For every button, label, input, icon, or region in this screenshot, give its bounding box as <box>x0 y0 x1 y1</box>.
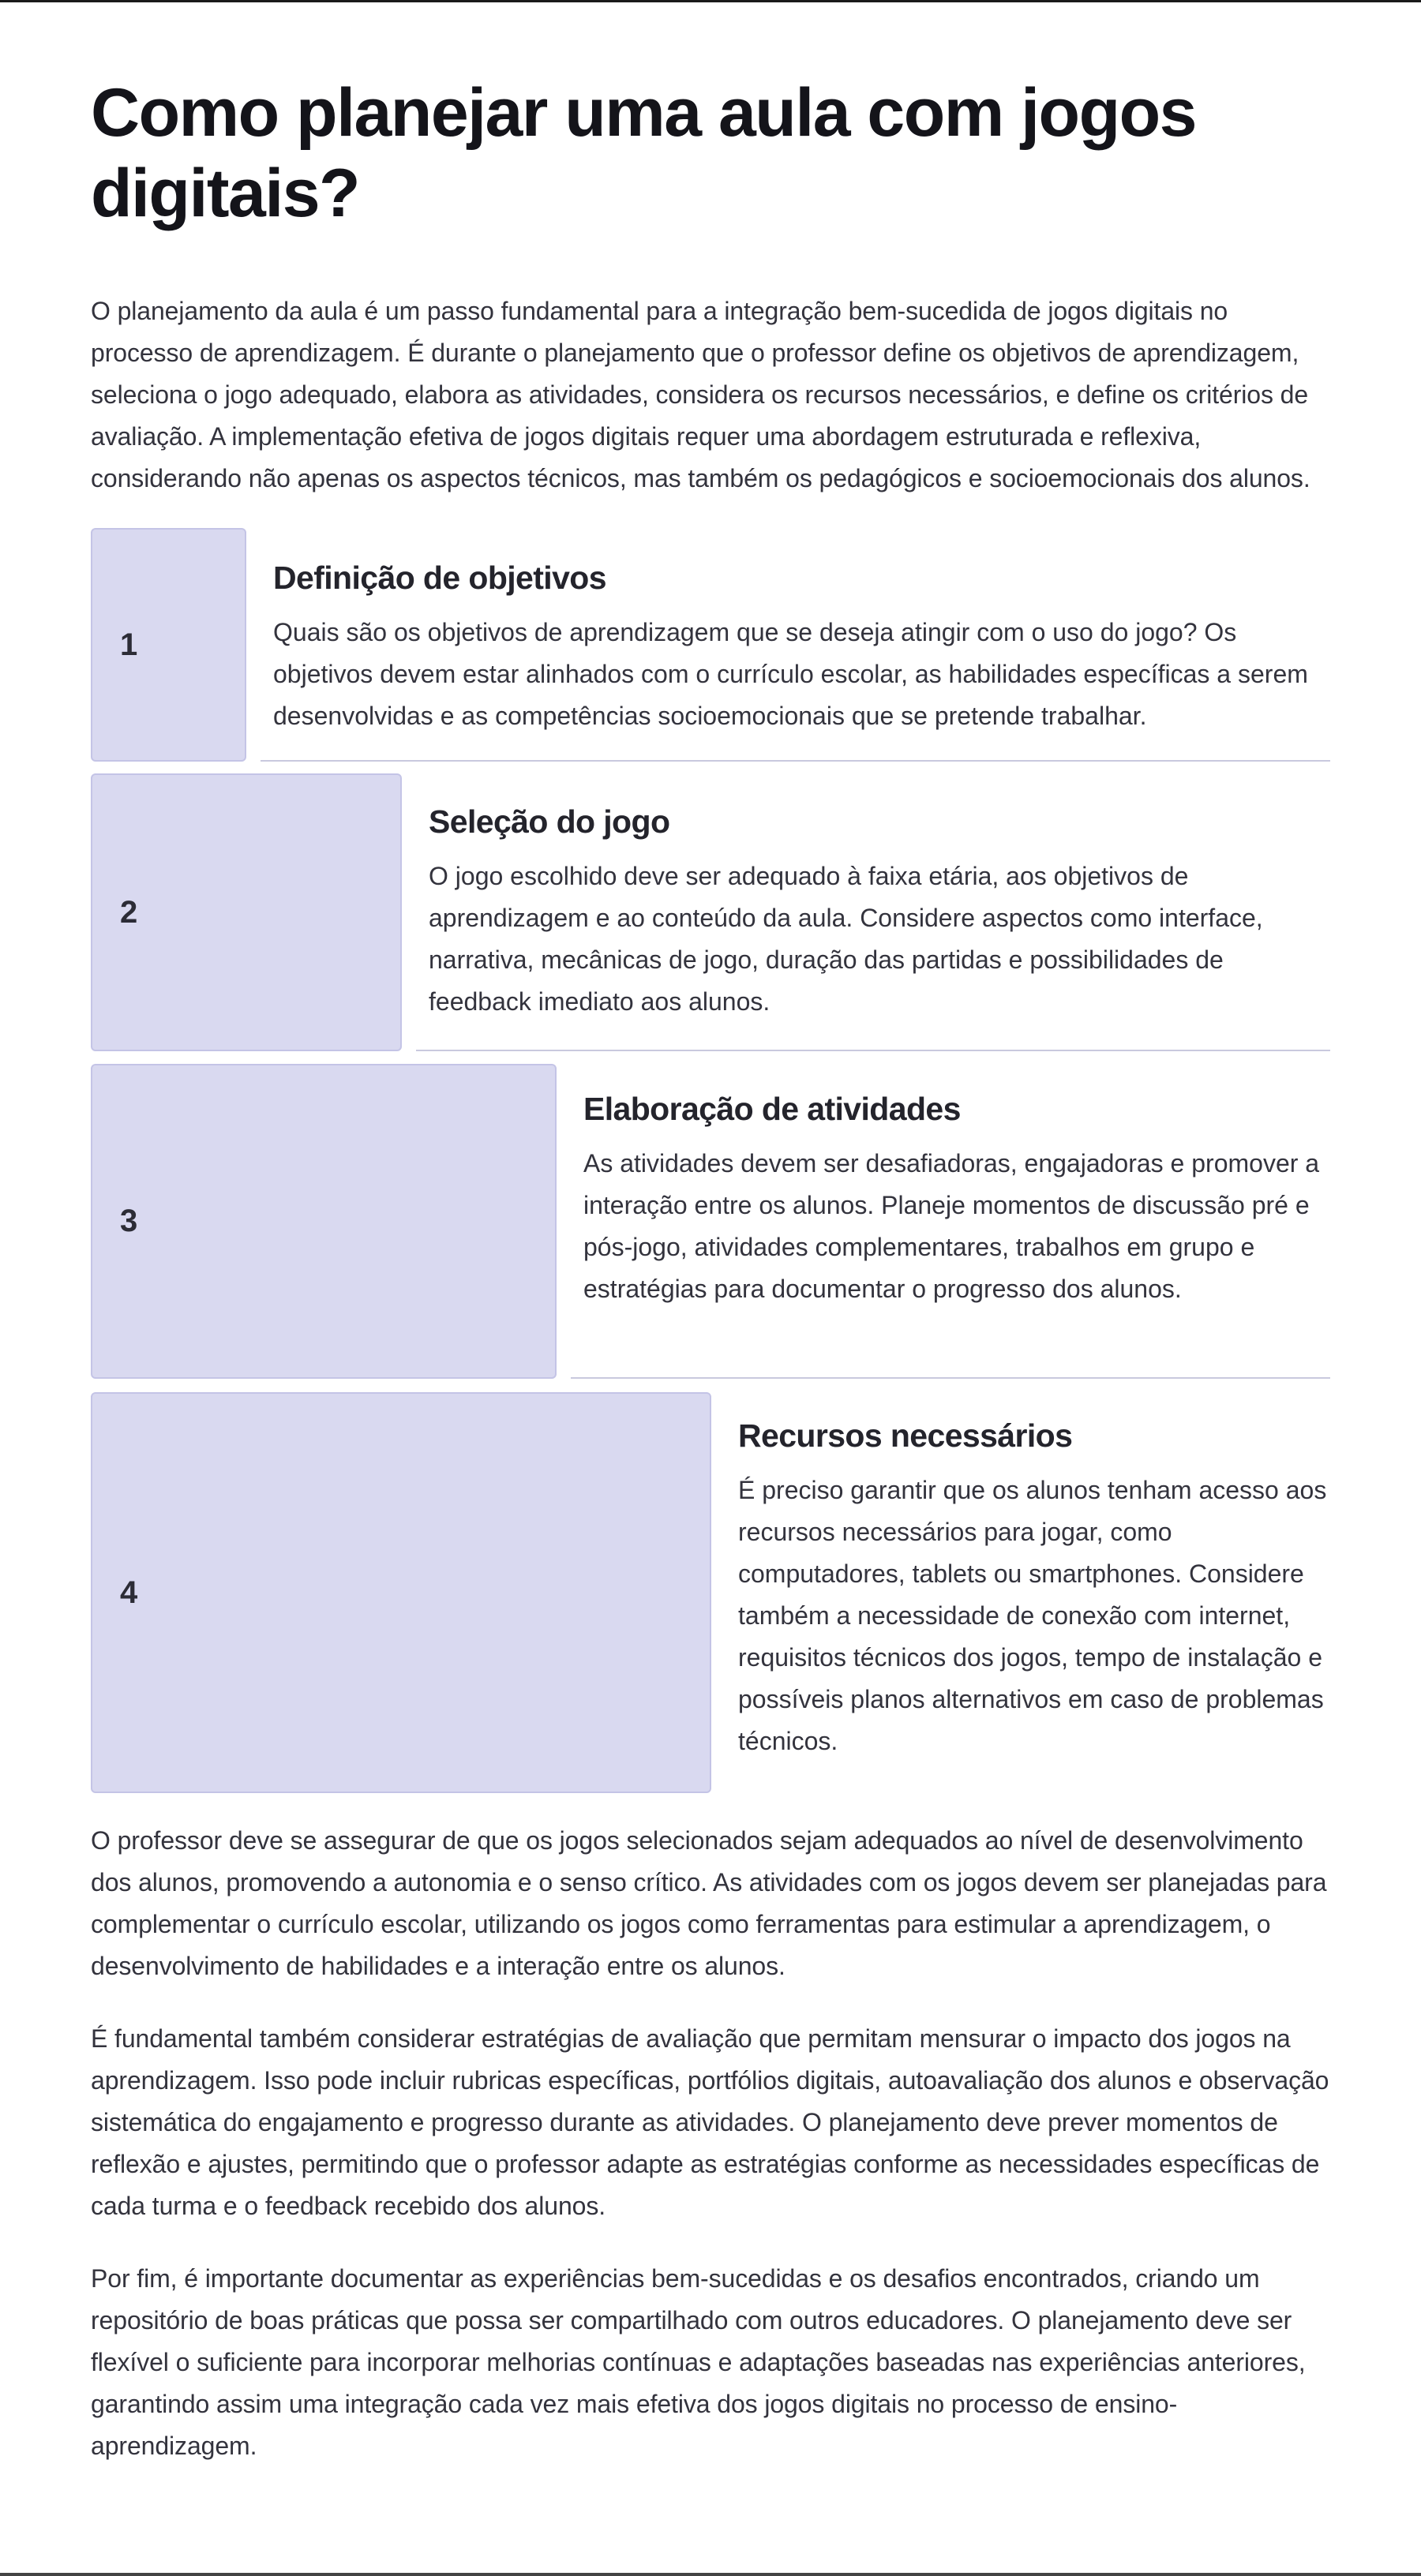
body-paragraph-2: É fundamental também considerar estratégias de avaliação que permitam mensurar o impacto dos jogos na aprendizagem. Isso pode incluir rubricas específicas, portfólios digitais, autoavaliação dos alunos e observação sistemática do engajamento e progresso durante as atividades. O planejamento deve prever momentos de reflexão e ajustes, permitindo que o professor adapte as estratégias conforme as necessidades específicas de cada turma e o feedback recebido dos alunos. <box>91 2024 1329 2220</box>
step-number-box <box>91 528 246 762</box>
step-title: Elaboração de atividades <box>583 1091 961 1127</box>
step-content <box>246 528 1330 762</box>
body-paragraph-1: O professor deve se assegurar de que os jogos selecionados sejam adequados ao nível de desenvolvimento dos alunos, promovendo a autonomia e o senso crítico. As atividades com os jogos devem ser planejadas para complementar o currículo escolar, utilizando os jogos como ferramentas para estimular a aprendizagem, o desenvolvimento de habilidades e a interação entre os alunos. <box>91 1826 1327 1980</box>
step-description: O jogo escolhido deve ser adequado à faixa etária, aos objetivos de aprendizagem e ao conteúdo da aula. Considere aspectos como interface, narrativa, mecânicas de jogo, duração das partidas e possibilidades de feedback imediato aos alunos. <box>429 862 1263 1016</box>
step-divider <box>571 1377 1330 1379</box>
step-4 <box>91 1392 1330 1793</box>
step-3 <box>91 1064 1330 1379</box>
step-number: 1 <box>120 627 138 662</box>
step-number-box <box>91 1392 711 1793</box>
step-content <box>402 773 1330 1051</box>
step-content <box>711 1392 1330 1793</box>
page-title: Como planejar uma aula com jogos digitais? <box>91 75 1196 231</box>
top-border <box>0 0 1421 2</box>
article <box>91 73 1330 2467</box>
step-title: Definição de objetivos <box>273 560 606 596</box>
step-title: Seleção do jogo <box>429 803 670 840</box>
step-number-box <box>91 1064 557 1379</box>
step-number-box <box>91 773 402 1051</box>
step-divider <box>416 1050 1330 1051</box>
step-1 <box>91 528 1330 762</box>
body-paragraph-3: Por fim, é importante documentar as experiências bem-sucedidas e os desafios encontrados, criando um repositório de boas práticas que possa ser compartilhado com outros educadores. O planejamento deve ser flexível o suficiente para incorporar melhorias contínuas e adaptações baseadas nas experiências anteriores, garantindo assim uma integração cada vez mais efetiva dos jogos digitais no processo de ensino-aprendizagem. <box>91 2264 1306 2460</box>
step-description: As atividades devem ser desafiadoras, engajadoras e promover a interação entre os alunos. Planeje momentos de discussão pré e pós-jogo, atividades complementares, trabalhos em grupo e estratégias para documentar o progresso dos alunos. <box>583 1149 1320 1303</box>
step-divider <box>261 760 1330 762</box>
step-number: 4 <box>120 1574 138 1610</box>
step-content <box>557 1064 1330 1379</box>
step-title: Recursos necessários <box>738 1417 1073 1454</box>
step-2 <box>91 773 1330 1051</box>
step-description: Quais são os objetivos de aprendizagem que se deseja atingir com o uso do jogo? Os objetivos devem estar alinhados com o currículo escolar, as habilidades específicas a serem desenvolvidas e as competências socioemocionais que se pretende trabalhar. <box>273 618 1308 730</box>
step-description: É preciso garantir que os alunos tenham acesso aos recursos necessários para jogar, como computadores, tablets ou smartphones. Considere também a necessidade de conexão com internet, requisitos técnicos dos jogos, tempo de instalação e possíveis planos alternativos em caso de problemas técnicos. <box>738 1476 1327 1755</box>
intro-paragraph: O planejamento da aula é um passo fundamental para a integração bem-sucedida de jogos digitais no processo de aprendizagem. É durante o planejamento que o professor define os objetivos de aprendizagem, seleciona o jogo adequado, elabora as atividades, considera os recursos necessários, e define os critérios de avaliação. A implementação efetiva de jogos digitais requer uma abordagem estruturada e reflexiva, considerando não apenas os aspectos técnicos, mas também os pedagógicos e socioemocionais dos alunos. <box>91 297 1310 492</box>
bottom-border <box>0 2573 1421 2576</box>
step-number: 2 <box>120 894 138 930</box>
steps-list <box>91 528 1330 1793</box>
step-number: 3 <box>120 1204 138 1238</box>
